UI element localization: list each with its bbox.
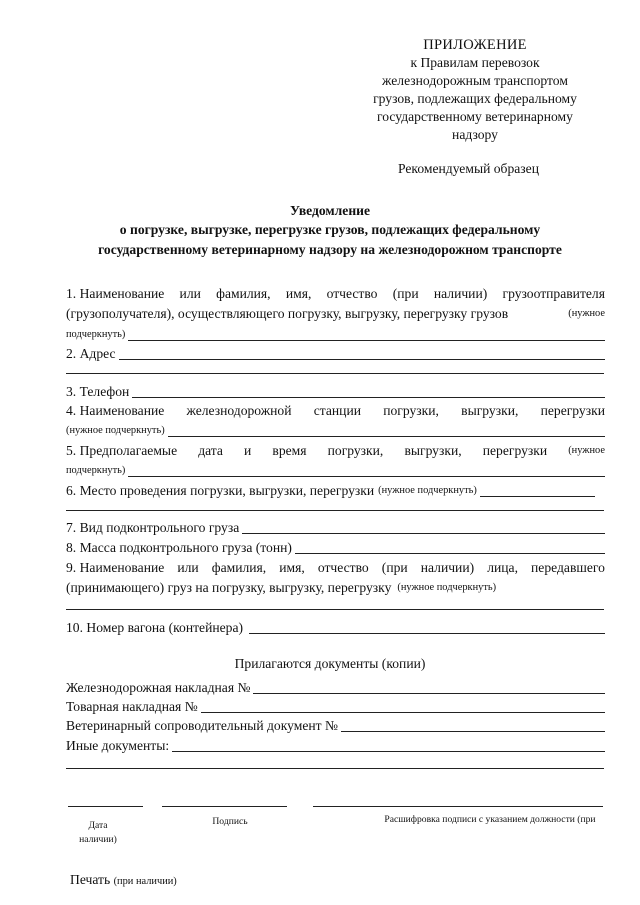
cargo-type-input[interactable] — [242, 520, 605, 534]
word: 9. Наименование — [66, 560, 165, 575]
field-6-row — [66, 481, 605, 499]
transcript-caption: Расшифровка подписи с указанием должности (при — [384, 814, 596, 825]
word: дата — [198, 443, 223, 458]
field-3-label: 3. Телефон — [66, 384, 130, 399]
railway-waybill-input[interactable] — [253, 680, 605, 694]
goods-waybill-row — [66, 697, 605, 715]
word: погрузки, — [383, 403, 439, 418]
appendix-header — [340, 36, 610, 144]
transferor-name-input[interactable] — [66, 609, 604, 610]
date-input[interactable] — [68, 806, 143, 807]
field-4-line-1 — [66, 401, 605, 419]
goods-waybill-input[interactable] — [201, 699, 605, 713]
address-input-line-2[interactable] — [66, 373, 604, 374]
word: выгрузки, — [461, 403, 519, 418]
stamp-label: Печать — [70, 872, 111, 887]
word: 1. Наименование — [66, 286, 165, 301]
place-input-line-2[interactable] — [66, 510, 604, 511]
railway-waybill-row — [66, 678, 605, 696]
field-6-note: (нужное подчеркнуть) — [378, 485, 477, 496]
field-3-row — [66, 382, 605, 400]
appendix-line: надзору — [452, 127, 498, 142]
word: и — [244, 443, 252, 458]
recommended-sample: Рекомендуемый образец — [398, 161, 539, 176]
documents-heading: Прилагаются документы (копии) — [234, 656, 426, 671]
field-7-label: 7. Вид подконтрольного груза — [66, 520, 240, 535]
field-1-line-1 — [66, 284, 605, 302]
form-subtitle-1: о погрузке, выгрузке, перегрузке грузов, подлежащих федеральному — [119, 222, 541, 237]
word: фамилия, — [216, 286, 271, 301]
field-1-line-2 — [66, 304, 605, 322]
word: 5. Предполагаемые — [66, 443, 178, 458]
field-9-line-2 — [66, 578, 605, 596]
appendix-line: железнодорожным транспортом — [382, 73, 568, 88]
address-input[interactable] — [119, 346, 605, 360]
signature-input[interactable] — [162, 806, 287, 807]
wagon-number-input[interactable] — [249, 620, 605, 634]
field-9-note: (нужное подчеркнуть) — [397, 582, 497, 593]
field-8-row — [66, 538, 605, 556]
signature-transcript-input[interactable] — [313, 806, 603, 807]
word: грузоотправителя — [502, 286, 605, 301]
word: имя, — [279, 560, 305, 575]
stamp-note: (при наличии) — [113, 876, 177, 887]
appendix-line: грузов, подлежащих федеральному — [373, 91, 577, 106]
word: отчество — [317, 560, 369, 575]
other-docs-label: Иные документы: — [66, 738, 170, 753]
field-2-label: 2. Адрес — [66, 346, 116, 361]
cargo-mass-input[interactable] — [295, 540, 605, 554]
word: выгрузки, — [404, 443, 462, 458]
goods-waybill-label: Товарная накладная № — [66, 699, 198, 714]
field-1-note: (нужное — [568, 308, 605, 319]
word: наличии) — [420, 560, 475, 575]
field-1-line-3 — [66, 325, 605, 343]
field-6-label: 6. Место проведения погрузки, выгрузки, перегрузки — [66, 483, 375, 498]
signature-caption: Подпись — [212, 816, 248, 827]
field-8-label: 8. Масса подконтрольного груза (тонн) — [66, 540, 292, 555]
station-input[interactable] — [168, 423, 605, 437]
date-caption-line-1: Дата — [88, 820, 108, 831]
word: железнодорожной — [186, 403, 292, 418]
other-docs-row — [66, 736, 605, 754]
word: перегрузки — [482, 443, 548, 458]
field-5-line-2 — [66, 461, 605, 479]
appendix-line: государственному ветеринарному — [377, 109, 573, 124]
form-subtitle-2: государственному ветеринарному надзору на железнодорожном транспорте — [98, 242, 562, 257]
appendix-title: ПРИЛОЖЕНИЕ — [423, 37, 527, 53]
word: время — [272, 443, 307, 458]
field-5-note-2: подчеркнуть) — [66, 465, 126, 476]
word: 4. Наименование — [66, 403, 165, 418]
date-caption-line-2: наличии) — [79, 834, 117, 845]
other-docs-input[interactable] — [172, 738, 605, 752]
word: или — [179, 286, 201, 301]
word: или — [177, 560, 199, 575]
word: лица, — [487, 560, 518, 575]
word: перегрузки — [540, 403, 605, 418]
field-7-row — [66, 518, 605, 536]
appendix-line: к Правилам перевозок — [410, 55, 540, 70]
field-10-label: 10. Номер вагона (контейнера) — [66, 620, 244, 635]
word: передавшего — [531, 560, 605, 575]
field-10-row — [66, 618, 605, 636]
word: станции — [313, 403, 362, 418]
word: фамилия, — [211, 560, 267, 575]
date-caption — [68, 819, 128, 847]
place-input[interactable] — [480, 483, 595, 497]
field-1-note-2: подчеркнуть) — [66, 329, 126, 340]
vet-document-row — [66, 716, 605, 734]
word: наличии) — [433, 286, 488, 301]
word: отчество — [326, 286, 378, 301]
field-9-line-1 — [66, 558, 605, 576]
field-5-note: (нужное — [568, 445, 605, 456]
other-docs-input-line-2[interactable] — [66, 768, 604, 769]
field-5-line-1 — [66, 441, 605, 459]
vet-document-label: Ветеринарный сопроводительный документ № — [66, 718, 338, 733]
field-4-line-2 — [66, 421, 605, 439]
form-title: Уведомление — [289, 203, 371, 218]
sender-name-input[interactable] — [128, 327, 605, 341]
phone-input[interactable] — [132, 384, 605, 398]
field-1-text: (грузополучателя), осуществляющего погрузку, выгрузку, перегрузку грузов — [66, 306, 509, 321]
datetime-input[interactable] — [128, 463, 605, 477]
field-9-text: (принимающего) груз на погрузку, выгрузку, перегрузку — [66, 580, 392, 595]
field-2-row — [66, 344, 605, 362]
field-4-note: (нужное подчеркнуть) — [66, 425, 165, 436]
word: (при — [381, 560, 408, 575]
vet-document-input[interactable] — [341, 718, 605, 732]
railway-waybill-label: Железнодорожная накладная № — [66, 680, 251, 695]
word: имя, — [285, 286, 312, 301]
stamp-area — [70, 872, 177, 888]
word: (при — [392, 286, 419, 301]
word: погрузки, — [327, 443, 384, 458]
